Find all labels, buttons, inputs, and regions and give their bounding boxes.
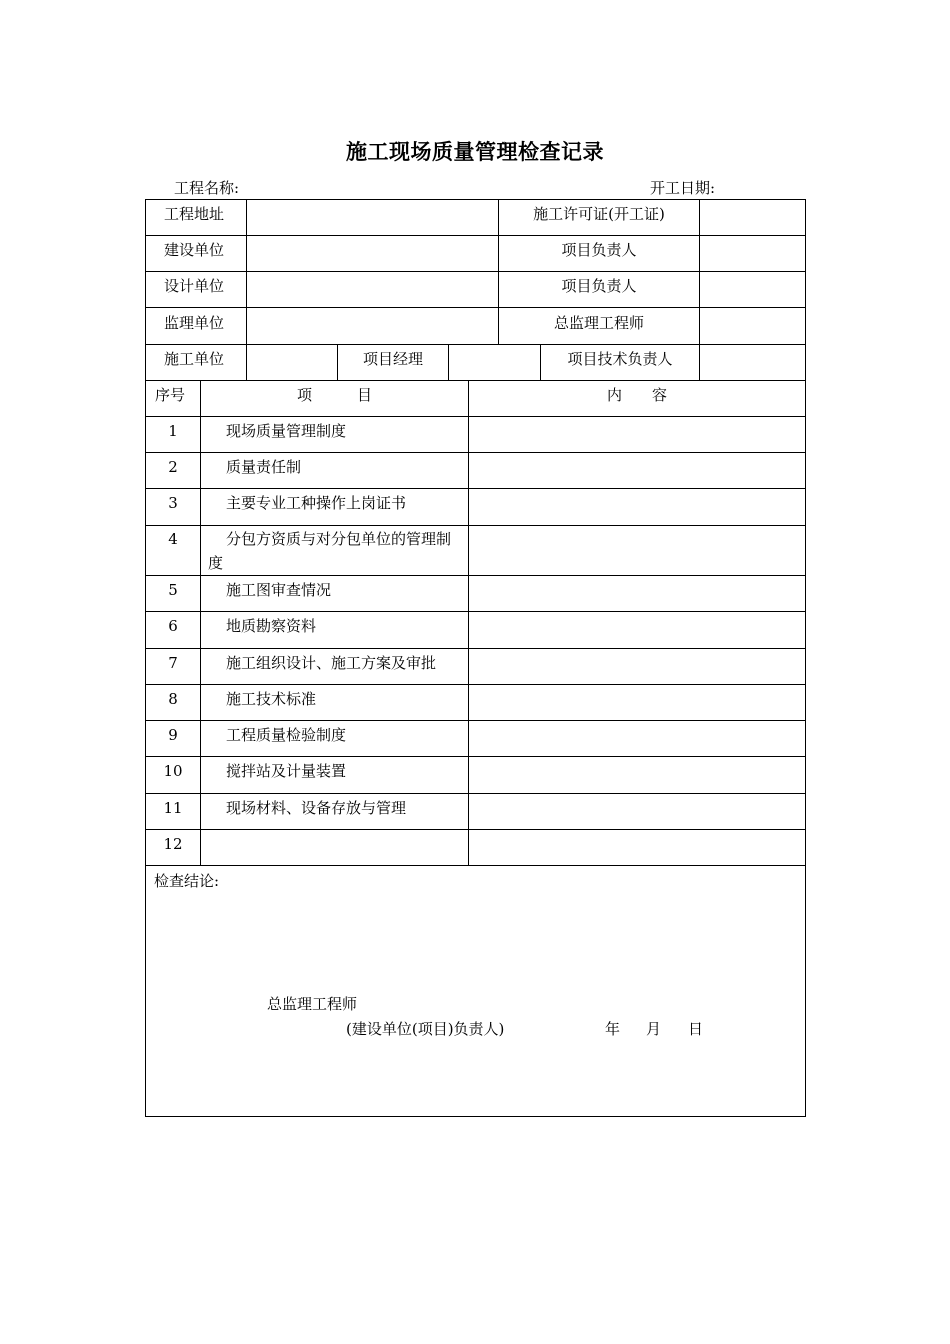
grid-line [145, 611, 806, 612]
row-no: 10 [163, 762, 183, 780]
grid-line [145, 271, 806, 272]
chief-supervisor-label: 总监理工程师 [553, 314, 644, 332]
signer-alt-label: (建设单位(项目)负责人) [346, 1020, 505, 1038]
grid-line [145, 380, 806, 381]
row-item: 施工组织设计、施工方案及审批 [226, 654, 437, 672]
row-item: 现场质量管理制度 [226, 422, 347, 440]
grid-line [699, 199, 700, 380]
design-unit-label: 设计单位 [164, 277, 225, 295]
grid-line [145, 452, 806, 453]
owner-unit-label: 建设单位 [164, 241, 225, 259]
date-year-label: 年 [605, 1020, 621, 1038]
grid-line [805, 199, 806, 1117]
address-label: 工程地址 [164, 205, 225, 223]
row-item: 施工图审查情况 [226, 581, 332, 599]
row-item: 质量责任制 [226, 458, 302, 476]
grid-line [145, 525, 806, 526]
supervision-unit-label: 监理单位 [164, 314, 225, 332]
grid-line [145, 199, 806, 200]
grid-line [145, 829, 806, 830]
row-no: 1 [168, 422, 178, 440]
owner-lead-label: 项目负责人 [561, 241, 637, 259]
grid-line [145, 1116, 806, 1117]
row-no: 11 [163, 799, 183, 817]
grid-line [145, 575, 806, 576]
grid-line [468, 380, 469, 865]
start-date-label: 开工日期: [650, 179, 716, 197]
tech-lead-label: 项目技术负责人 [567, 350, 673, 368]
design-lead-label: 项目负责人 [561, 277, 637, 295]
date-month-label: 月 [646, 1020, 662, 1038]
grid-line [246, 199, 247, 380]
row-item: 地质勘察资料 [226, 617, 317, 635]
permit-label: 施工许可证(开工证) [533, 205, 665, 223]
row-no: 12 [163, 835, 183, 853]
grid-line [145, 488, 806, 489]
col-header-no: 序号 [155, 386, 186, 404]
col-header-content: 内 容 [606, 386, 667, 404]
row-no: 2 [168, 458, 178, 476]
grid-line [145, 720, 806, 721]
row-no: 6 [168, 617, 178, 635]
contractor-unit-label: 施工单位 [164, 350, 225, 368]
row-no: 7 [168, 654, 178, 672]
project-manager-label: 项目经理 [362, 350, 423, 368]
grid-line [145, 756, 806, 757]
signer-label: 总监理工程师 [267, 995, 358, 1013]
grid-line [200, 380, 201, 865]
row-item: 现场材料、设备存放与管理 [226, 799, 407, 817]
grid-line [145, 344, 806, 345]
grid-line [145, 307, 806, 308]
row-item: 主要专业工种操作上岗证书 [226, 494, 407, 512]
row-item: 施工技术标准 [226, 690, 317, 708]
grid-line [145, 793, 806, 794]
project-name-label: 工程名称: [174, 179, 240, 197]
grid-line [145, 648, 806, 649]
row-item: 搅拌站及计量装置 [226, 762, 347, 780]
row-no: 3 [168, 494, 178, 512]
date-day-label: 日 [688, 1020, 704, 1038]
row-no: 8 [168, 690, 178, 708]
row-no: 5 [168, 581, 178, 599]
grid-line [145, 684, 806, 685]
conclusion-label: 检查结论: [154, 872, 220, 890]
grid-line [145, 416, 806, 417]
page-title: 施工现场质量管理检查记录 [346, 140, 604, 164]
row-item: 分包方资质与对分包单位的管理制度 [208, 530, 452, 572]
row-no: 4 [168, 530, 178, 548]
grid-line [145, 235, 806, 236]
grid-line [448, 344, 449, 380]
col-header-item: 项 目 [296, 386, 372, 404]
grid-line [145, 865, 806, 866]
row-no: 9 [168, 726, 178, 744]
row-item: 工程质量检验制度 [226, 726, 347, 744]
